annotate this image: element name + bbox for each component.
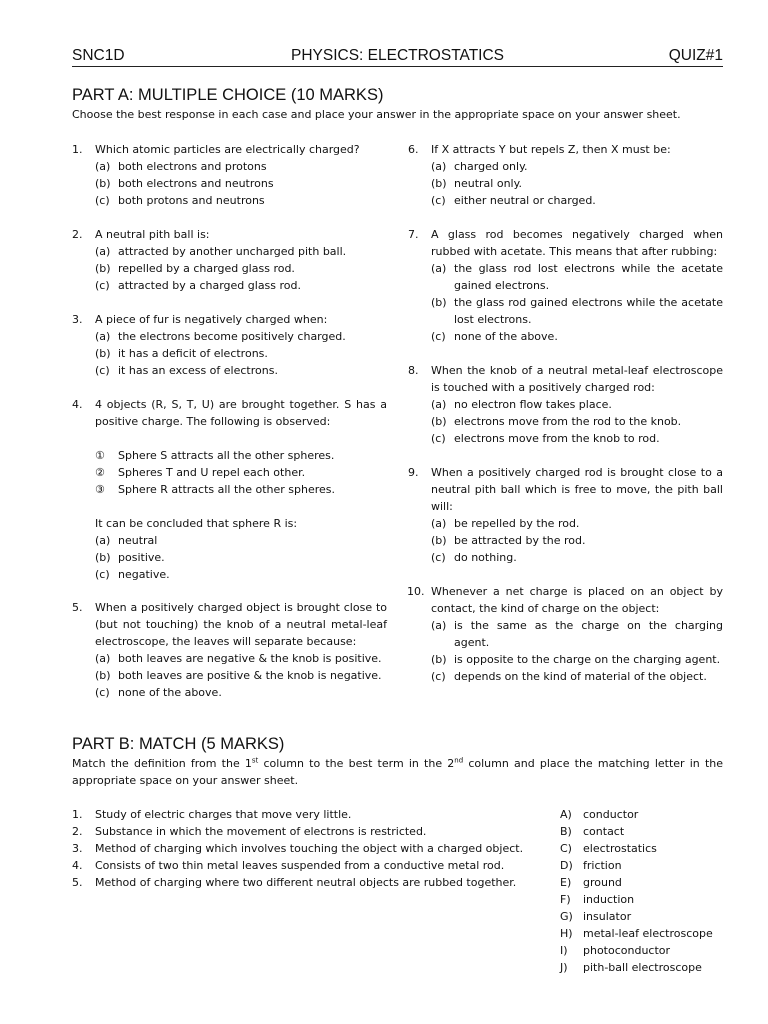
superscript-nd: nd [454,756,464,765]
term-d [560,857,725,874]
term-i [560,942,725,959]
definition-text: Study of electric charges that move very little. [95,808,352,821]
option-text: attracted by a charged glass rod. [118,279,302,292]
observation-3 [95,481,387,498]
option-c [431,549,723,566]
question-text: When a positively charged object is brought close to (but not touching) the knob of a neutral metal-leaf electroscope, the leaves will separate because: [95,601,387,648]
option-label: (c) [95,279,110,292]
option-c [431,328,723,345]
option-text: both protons and neutrons [118,194,265,207]
option-label: (c) [95,568,110,581]
definition-number: 4. [72,859,83,872]
option-text: both electrons and neutrons [118,177,274,190]
option-text: the glass rod gained electrons while the acetate lost electrons. [454,296,723,326]
option-label: (a) [431,517,447,530]
option-label: (c) [95,686,110,699]
term-letter: I) [560,944,568,957]
option-text: the electrons become positively charged. [118,330,346,343]
term-letter: J) [560,961,568,974]
option-b [95,549,387,566]
term-letter: C) [560,842,572,855]
term-text: ground [583,876,622,889]
question-3 [72,311,387,379]
option-label: (b) [431,177,447,190]
option-label: (c) [95,364,110,377]
question-number: 1. [72,143,83,156]
definition-number: 2. [72,825,83,838]
option-b [431,413,723,430]
term-text: electrostatics [583,842,657,855]
option-a [95,328,387,345]
option-text: either neutral or charged. [454,194,596,207]
question-8 [408,362,723,447]
option-a [95,532,387,549]
option-label: (c) [431,194,446,207]
instr-part-2: column to the best term in the 2 [258,757,455,770]
term-b [560,823,725,840]
option-label: (c) [431,551,446,564]
option-text: none of the above. [454,330,558,343]
term-text: pith-ball electroscope [583,961,702,974]
term-h [560,925,725,942]
question-number: 10. [407,585,425,598]
term-text: conductor [583,808,639,821]
option-a [95,158,387,175]
option-label: (a) [95,652,111,665]
option-c [95,362,387,379]
definition-text: Method of charging where two different neutral objects are rubbed together. [95,876,517,889]
term-text: induction [583,893,635,906]
option-a [431,396,723,413]
option-text: it has a deficit of electrons. [118,347,268,360]
option-label: (a) [95,160,111,173]
option-a [431,515,723,532]
observation-text: Sphere R attracts all the other spheres. [118,483,336,496]
observation-marker: ③ [95,483,105,496]
option-label: (a) [431,262,447,275]
instr-part-3: column and place the matching letter in the appropriate space on your answer sheet. [72,757,723,787]
question-number: 3. [72,313,83,326]
option-text: both leaves are positive & the knob is negative. [118,669,382,682]
question-5 [72,599,387,701]
option-b [95,260,387,277]
option-text: none of the above. [118,686,222,699]
question-6 [408,141,723,209]
observation-text: Spheres T and U repel each other. [118,466,306,479]
option-b [95,175,387,192]
option-text: the glass rod lost electrons while the acetate gained electrons. [454,262,723,292]
option-text: both electrons and protons [118,160,267,173]
option-label: (b) [95,551,111,564]
option-b [431,532,723,549]
option-text: electrons move from the rod to the knob. [454,415,682,428]
option-c [95,277,387,294]
term-j [560,959,725,976]
option-a [431,158,723,175]
term-g [560,908,725,925]
term-text: photoconductor [583,944,671,957]
part-a-instructions: Choose the best response in each case and place your answer in the appropriate space on your answer sheet. [72,108,681,121]
term-letter: G) [560,910,573,923]
definition-text: Substance in which the movement of electrons is restricted. [95,825,427,838]
observation-marker: ② [95,466,105,479]
observation-text: Sphere S attracts all the other spheres. [118,449,335,462]
option-label: (b) [95,669,111,682]
question-text: Whenever a net charge is placed on an object by contact, the kind of charge on the object: [431,585,723,615]
definition-1 [72,806,532,823]
option-text: be attracted by the rod. [454,534,586,547]
option-text: electrons move from the knob to rod. [454,432,660,445]
question-text: A neutral pith ball is: [95,228,210,241]
option-label: (b) [95,177,111,190]
question-number: 6. [408,143,419,156]
question-number: 2. [72,228,83,241]
option-label: (c) [431,432,446,445]
superscript-st: st [251,756,259,765]
observation-2 [95,464,387,481]
question-text: Which atomic particles are electrically charged? [95,143,360,156]
question-conclusion: It can be concluded that sphere R is: [95,517,298,530]
question-number: 7. [408,228,419,241]
definition-number: 1. [72,808,83,821]
term-letter: F) [560,893,571,906]
term-letter: B) [560,825,572,838]
question-text: A piece of fur is negatively charged when: [95,313,328,326]
part-a-title: PART A: MULTIPLE CHOICE (10 MARKS) [72,86,384,104]
option-c [95,192,387,209]
course-code: SNC1D [72,47,125,64]
option-text: is the same as the charge on the charging agent. [454,619,723,649]
part-b-title: PART B: MATCH (5 MARKS) [72,735,285,753]
term-a [560,806,725,823]
option-label: (a) [95,245,111,258]
option-text: repelled by a charged glass rod. [118,262,295,275]
page-header [72,44,723,67]
term-letter: D) [560,859,573,872]
option-c [431,192,723,209]
question-number: 4. [72,398,83,411]
option-label: (a) [95,330,111,343]
option-label: (c) [431,330,446,343]
option-c [431,668,723,685]
option-text: neutral only. [454,177,523,190]
instr-part-1: Match the definition from the 1 [72,757,252,770]
option-label: (a) [95,534,111,547]
option-b [431,294,723,328]
option-text: no electron flow takes place. [454,398,612,411]
question-10 [408,583,723,685]
option-text: is opposite to the charge on the charging agent. [454,653,721,666]
option-text: do nothing. [454,551,517,564]
definition-4 [72,857,532,874]
question-text: When a positively charged rod is brought close to a neutral pith ball which is free to move, the pith ball will: [431,466,723,513]
option-label: (b) [95,262,111,275]
question-number: 5. [72,601,83,614]
option-text: it has an excess of electrons. [118,364,278,377]
term-f [560,891,725,908]
term-letter: E) [560,876,572,889]
definition-text: Consists of two thin metal leaves suspended from a conductive metal rod. [95,859,505,872]
option-label: (a) [431,398,447,411]
option-text: negative. [118,568,170,581]
question-2 [72,226,387,294]
question-number: 8. [408,364,419,377]
definition-5 [72,874,532,891]
term-text: metal-leaf electroscope [583,927,713,940]
option-text: be repelled by the rod. [454,517,580,530]
option-text: attracted by another uncharged pith ball. [118,245,347,258]
option-b [95,345,387,362]
question-text: A glass rod becomes negatively charged when rubbed with acetate. This means that after rubbing: [431,228,723,258]
observation-marker: ① [95,449,105,462]
term-e [560,874,725,891]
term-letter: A) [560,808,572,821]
definition-3 [72,840,532,857]
option-label: (b) [431,296,447,309]
option-b [95,667,387,684]
option-label: (b) [95,347,111,360]
question-9 [408,464,723,566]
question-4 [72,396,387,583]
term-c [560,840,725,857]
option-b [431,651,723,668]
question-text: 4 objects (R, S, T, U) are brought together. S has a positive charge. The following is observed: [95,398,387,428]
question-text: If X attracts Y but repels Z, then X must be: [431,143,671,156]
term-text: insulator [583,910,632,923]
question-text: When the knob of a neutral metal-leaf electroscope is touched with a positively charged rod: [431,364,723,394]
quiz-number: QUIZ#1 [668,47,723,64]
definition-number: 5. [72,876,83,889]
option-text: neutral [118,534,158,547]
quiz-subject: PHYSICS: ELECTROSTATICS [290,47,505,64]
option-a [95,650,387,667]
option-label: (b) [431,653,447,666]
term-letter: H) [560,927,573,940]
option-label: (a) [431,160,447,173]
definitions-list [72,806,532,891]
observation-1 [95,447,387,464]
definition-text: Method of charging which involves touching the object with a charged object. [95,842,524,855]
option-label: (b) [431,534,447,547]
part-a-left-column [72,141,387,701]
option-a [95,243,387,260]
option-text: depends on the kind of material of the object. [454,670,707,683]
option-a [431,617,723,651]
option-label: (a) [431,619,447,632]
question-number: 9. [408,466,419,479]
option-label: (b) [431,415,447,428]
terms-list [560,806,725,976]
option-c [95,684,387,701]
definition-2 [72,823,532,840]
part-b-instructions [72,755,723,789]
option-label: (c) [95,194,110,207]
part-a-right-column [408,141,723,685]
option-text: both leaves are negative & the knob is positive. [118,652,382,665]
option-c [431,430,723,447]
option-text: positive. [118,551,165,564]
option-b [431,175,723,192]
option-text: charged only. [454,160,528,173]
term-text: contact [583,825,625,838]
term-text: friction [583,859,622,872]
question-7 [408,226,723,345]
option-c [95,566,387,583]
question-1 [72,141,387,209]
option-label: (c) [431,670,446,683]
definition-number: 3. [72,842,83,855]
option-a [431,260,723,294]
